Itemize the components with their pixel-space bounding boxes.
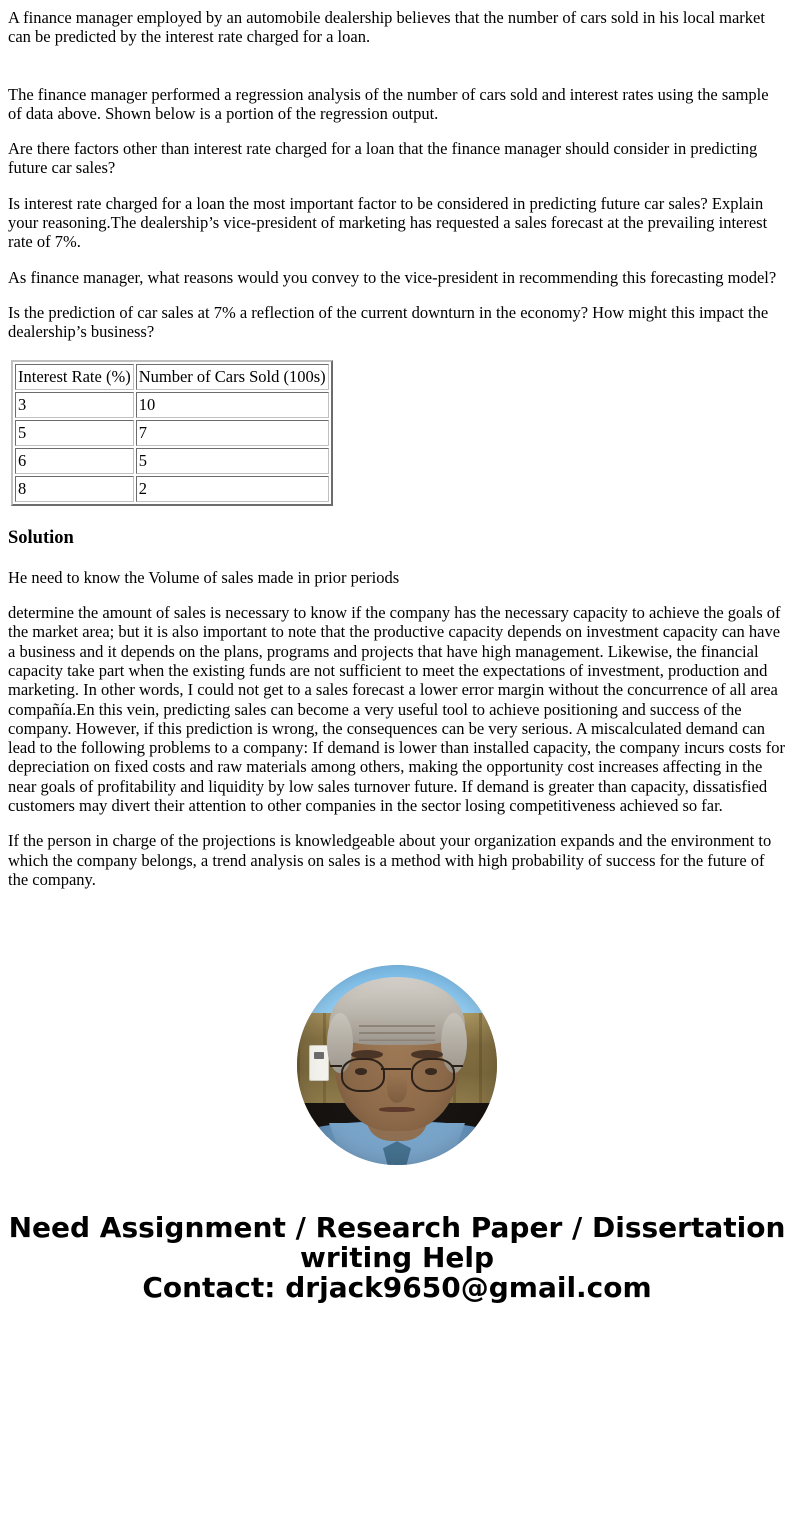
cell-cars-sold: 2 xyxy=(136,476,329,502)
cell-interest-rate: 8 xyxy=(15,476,134,502)
paragraph-intro-5: As finance manager, what reasons would you convey to the vice-president in recommending this forecasting model? xyxy=(8,267,777,287)
table-header-cars-sold: Number of Cars Sold (100s) xyxy=(136,364,329,390)
cell-cars-sold: 10 xyxy=(136,392,329,418)
table-header-row xyxy=(15,364,329,390)
table-row xyxy=(15,392,329,418)
table-row xyxy=(15,420,329,446)
interest-rate-sales-table xyxy=(11,360,333,507)
cell-cars-sold: 7 xyxy=(136,420,329,446)
footer-contact-email: Contact: drjack9650@gmail.com xyxy=(142,1271,652,1305)
paragraph-intro-6: Is the prediction of car sales at 7% a reflection of the current downturn in the economy? How might this impact the dealership’s business? xyxy=(8,302,769,342)
paragraph-intro-2: The finance manager performed a regression analysis of the number of cars sold and interest rates using the sample of data above. Shown below is a portion of the regression output. xyxy=(8,84,769,123)
table-header-interest-rate: Interest Rate (%) xyxy=(15,364,134,390)
solution-paragraph-3: If the person in charge of the projections is knowledgeable about your organization expands and the environment to which the company belongs, a trend analysis on sales is a method with high probability of success for the future of the company. xyxy=(8,831,772,889)
solution-heading: Solution xyxy=(8,528,74,549)
solution-paragraph-2: determine the amount of sales is necessary to know if the company has the necessary capacity to achieve the goals of the market area; but it is also important to note that the productive capacity depends on investment capacity can have a business and it depends on the plans, programs and projects that have high management. Likewise, the financial capacity take part when the existing funds are not sufficient to meet the expectations of investment, production and marketing. In other words, I could not get to a sales forecast a lower error margin without the concurrence of all area compañía.En this vein, predicting sales can become a very useful tool to achieve positioning and success of the company. However, if this prediction is wrong, the consequences can be very serious. A miscalculated demand can lead to the following problems to a company: If demand is lower than installed capacity, the company incurs costs for depreciation on fixed costs and raw materials among others, making the opportunity cost increases affecting in the near goals of profitability and liquidity by low sales turnover future. If demand is greater than capacity, dissatisfied customers may divert their attention to other companies in the sector losing competitiveness achieved so far. xyxy=(8,603,785,816)
cell-interest-rate: 3 xyxy=(15,392,134,418)
footer-promo xyxy=(0,1213,794,1325)
cell-cars-sold: 5 xyxy=(136,448,329,474)
cell-interest-rate: 5 xyxy=(15,420,134,446)
table-row xyxy=(15,476,329,502)
portrait-container xyxy=(0,965,794,1165)
avatar xyxy=(297,965,497,1165)
solution-paragraph-1: He need to know the Volume of sales made in prior periods xyxy=(8,567,400,587)
cell-interest-rate: 6 xyxy=(15,448,134,474)
paragraph-intro-1: A finance manager employed by an automobile dealership believes that the number of cars sold in his local market can be predicted by the interest rate charged for a loan. xyxy=(8,8,765,47)
footer-line-1: Need Assignment / Research Paper / Dissertation xyxy=(8,1211,786,1245)
footer-line-2: writing Help xyxy=(299,1241,495,1275)
paragraph-intro-4: Is interest rate charged for a loan the most important factor to be considered in predicting future car sales? Explain your reasoning.The dealership’s vice-president of marketing has requested a sales forecast at the prevailing interest rate of 7%. xyxy=(8,193,768,252)
photo-vignette xyxy=(297,965,497,1165)
paragraph-intro-3: Are there factors other than interest rate charged for a loan that the finance manager should consider in predicting future car sales? xyxy=(8,139,758,178)
table-row xyxy=(15,448,329,474)
